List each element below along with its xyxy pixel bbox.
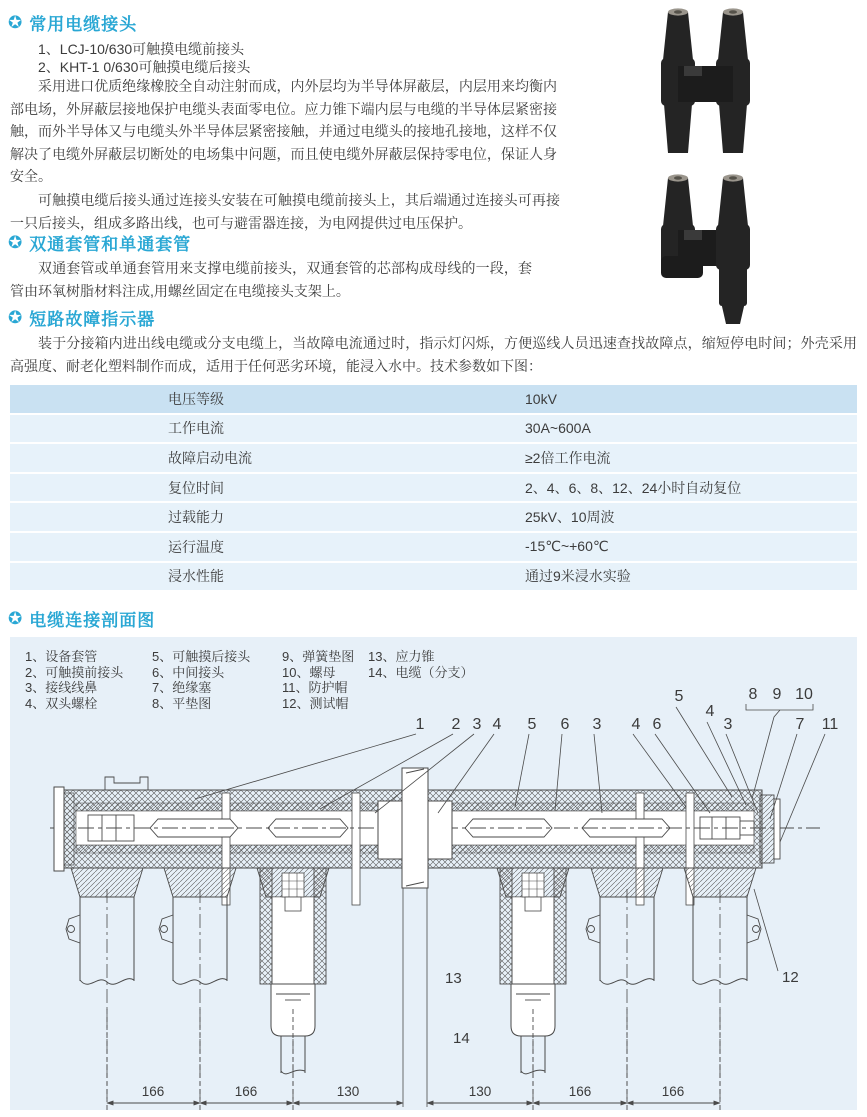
callout-label: 3	[472, 716, 482, 733]
section-title-text: 双通套管和单通套管	[29, 235, 192, 254]
spec-label: 运行温度	[10, 533, 434, 561]
sectional-view-drawing	[10, 637, 857, 1110]
table-row	[10, 503, 857, 531]
legend-item: 3、接线线鼻	[25, 680, 98, 695]
callout-label: 6	[652, 716, 662, 733]
callout-label: 2	[451, 716, 461, 733]
spec-value: 25kV、10周波	[434, 503, 857, 531]
legend-item: 1、设备套管	[25, 649, 98, 664]
legend-item: 7、绝缘塞	[152, 680, 212, 695]
test-cap-assemblies	[260, 868, 566, 1074]
paragraph-connector-usage: 可触摸电缆后接头通过连接头安装在可触摸电缆前接头上，其后端通过连接头可再接一只后接头，组成多路出线，也可与避雷器连接，为电网提供过电压保护。	[10, 192, 560, 231]
table-row	[10, 533, 857, 561]
spec-value: 通过9米浸水实验	[434, 563, 857, 591]
callout-label: 10	[795, 686, 813, 703]
cables	[80, 897, 747, 984]
spec-label: 浸水性能	[10, 563, 434, 591]
section-bullet-icon: ✪	[8, 308, 24, 327]
dimension-label: 166	[661, 1084, 685, 1099]
part-label-stress-cone: 13	[445, 970, 462, 987]
table-row	[10, 444, 857, 472]
spec-value: -15℃~+60℃	[434, 533, 857, 561]
legend-item: 8、平垫图	[152, 695, 212, 711]
callout-label: 7	[795, 716, 805, 733]
spec-value: 30A~600A	[434, 415, 857, 443]
section-bullet-icon: ✪	[8, 609, 24, 628]
legend-item: 14、电缆（分支）	[368, 664, 474, 680]
dimension-label: 130	[468, 1084, 492, 1099]
table-row	[10, 474, 857, 502]
paragraph-connector-description: 采用进口优质绝缘橡胶全自动注射而成，内外层均为半导体屏蔽层，内层用来均衡内部电场，外屏蔽层接地保护电缆头表面零电位。应力锥下端内层与电缆的半导体层紧密接触，而外半导体又与电缆头外半导体层紧密接触，并通过电缆头的接地孔接地，这样不仅解决了电缆外屏蔽层切断处的电场集中问题，而且使电缆外屏蔽层保持零电位，保证人身安全。	[10, 78, 557, 185]
callout-label: 1	[415, 716, 425, 733]
table-row	[10, 385, 857, 413]
callout-label: 4	[492, 716, 502, 733]
spec-label: 工作电流	[10, 415, 434, 443]
callout-labels	[416, 686, 839, 733]
cable-centerlines	[107, 889, 720, 1099]
spec-value: 2、4、6、8、12、24小时自动复位	[434, 474, 857, 502]
callout-label: 6	[560, 716, 570, 733]
callout-label: 9	[772, 686, 782, 703]
legend-item: 5、可触摸后接头	[152, 649, 251, 664]
callout-label: 3	[723, 716, 733, 733]
legend-item: 13、应力锥	[368, 649, 435, 664]
legend-item: 2、可触摸前接头	[25, 664, 124, 680]
legend-item: 11、防护帽	[282, 680, 348, 695]
callout-label: 4	[631, 716, 641, 733]
section-title-sleeves	[8, 230, 191, 255]
spec-value: 10kV	[434, 385, 857, 413]
callout-label: 4	[705, 703, 715, 720]
dimension-labels	[142, 1084, 685, 1099]
spec-label: 电压等级	[10, 385, 434, 413]
section-title-text: 电缆连接剖面图	[29, 611, 156, 630]
callout-label: 3	[592, 716, 602, 733]
dimension-label: 166	[141, 1084, 165, 1099]
part-label-branch-cable: 14	[453, 1030, 470, 1047]
section-title-text: 常用电缆接头	[29, 15, 138, 34]
mounting-flange	[378, 768, 452, 1107]
spec-label: 过载能力	[10, 503, 434, 531]
product-photos	[640, 2, 845, 327]
ground-lugs	[66, 915, 761, 943]
paragraph-indicator-description: 装于分接箱内进出线电缆或分支电缆上，当故障电流通过时，指示灯闪烁，方便巡线人员迅速查找故障点，缩短停电时间；外壳采用高强度、耐老化塑料制作而成，适用于任何恶劣环境，能浸入水中。技术参数如下图：	[10, 335, 857, 374]
section-title-fault-indicator	[8, 305, 155, 330]
product-photo-h-connector	[661, 8, 750, 153]
diagram-panel	[10, 637, 857, 1110]
table-row	[10, 563, 857, 591]
list-item-rear-connector: 2、KHT-1 0/630可触摸电缆后接头	[38, 59, 251, 75]
part-label-test-cap: 12	[782, 969, 799, 986]
callout-label: 5	[527, 716, 537, 733]
spec-label: 故障启动电流	[10, 444, 434, 472]
dimension-lines	[107, 1009, 720, 1110]
section-bullet-icon: ✪	[8, 233, 24, 252]
product-photo-dual-sleeve	[661, 174, 750, 324]
callout-label: 5	[674, 688, 684, 705]
list-item-front-connector: 1、LCJ-10/630可触摸电缆前接头	[38, 41, 245, 57]
dimension-label: 130	[336, 1084, 360, 1099]
legend-item: 9、弹簧垫图	[282, 649, 355, 664]
section-title-common-connectors	[8, 10, 137, 35]
spec-label: 复位时间	[10, 474, 434, 502]
callout-label: 8	[748, 686, 758, 703]
section-title-sectional-view	[8, 606, 155, 631]
callout-label: 11	[821, 716, 839, 733]
section-bullet-icon: ✪	[8, 13, 24, 32]
legend-item: 12、测试帽	[282, 695, 349, 711]
legend-item: 6、中间接头	[152, 664, 225, 680]
dimension-label: 166	[568, 1084, 592, 1099]
spec-value: ≥2倍工作电流	[434, 444, 857, 472]
paragraph-sleeve-description: 双通套管或单通套管用来支撑电缆前接头，双通套管的芯部构成母线的一段，套管由环氧树脂材料注成,用螺丝固定在电缆接头支架上。	[10, 260, 532, 299]
dimension-label: 166	[234, 1084, 258, 1099]
legend-item: 4、双头螺栓	[25, 695, 98, 711]
legend-item: 10、螺母	[282, 664, 336, 680]
table-row	[10, 415, 857, 443]
section-title-text: 短路故障指示器	[29, 310, 156, 329]
spec-table	[10, 385, 857, 590]
